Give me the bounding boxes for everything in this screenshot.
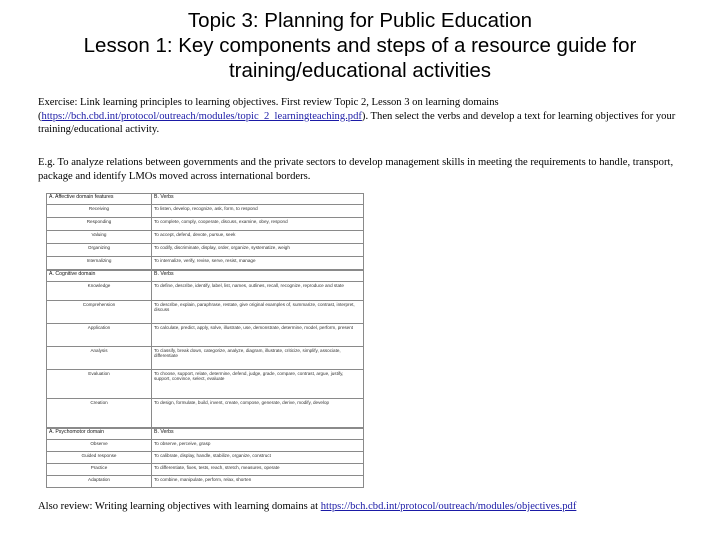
table-row	[47, 399, 364, 428]
verbs-cell: To observe, perceive, grasp	[152, 440, 364, 452]
table-row	[47, 244, 364, 257]
domain-cell: Organizing	[47, 244, 152, 257]
verbs-cell: To codify, discriminate, display, order, organize, systematize, weigh	[152, 244, 364, 257]
domain-cell: Practice	[47, 464, 152, 476]
exercise-text: Exercise: Link learning principles to learning objectives. First review Topic 2, Lesson 3 on learning domains (	[38, 97, 499, 122]
domain-cell: Guided response	[47, 452, 152, 464]
verbs-cell: To define, describe, identify, label, list, names, outlines, recall, recognize, reproduce and state	[152, 282, 364, 301]
table-row	[47, 205, 364, 218]
title-line-2: Lesson 1: Key components and steps of a resource guide for	[83, 34, 637, 57]
cognitive-domain-table	[46, 270, 364, 428]
verbs-cell: To complete, comply, cooperate, discuss, examine, obey, respond	[152, 218, 364, 231]
exercise-paragraph	[38, 96, 698, 137]
verbs-cell: To classify, break down, categorize, analyze, diagram, illustrate, criticize, simplify, associate, differentiate	[152, 347, 364, 370]
domain-cell: Comprehension	[47, 301, 152, 324]
table-row	[47, 476, 364, 488]
domain-cell: Receiving	[47, 205, 152, 218]
table-row	[47, 231, 364, 244]
psychomotor-domain-table	[46, 428, 364, 488]
domain-cell: Observe	[47, 440, 152, 452]
verbs-cell: To calculate, predict, apply, solve, illustrate, use, demonstrate, determine, model, perform, present	[152, 324, 364, 347]
table-row	[47, 282, 364, 301]
verbs-cell: To design, formulate, build, invent, create, compose, generate, derive, modify, develop	[152, 399, 364, 428]
verbs-cell: To differentiate, fixes, tests, reach, stretch, measures, operate	[152, 464, 364, 476]
affective-domain-table	[46, 193, 364, 270]
header-cell: B. Verbs	[152, 194, 364, 205]
verbs-cell: To choose, support, relate, determine, defend, judge, grade, compare, contrast, argue, justify, support, convince, select, evaluate	[152, 370, 364, 399]
table-row	[47, 370, 364, 399]
table-header	[47, 271, 364, 282]
topic2-link[interactable]: https://bch.cbd.int/protocol/outreach/modules/topic_2_learningteaching.pdf	[41, 110, 362, 122]
table-row	[47, 301, 364, 324]
domain-cell: Valuing	[47, 231, 152, 244]
table-header	[47, 194, 364, 205]
table-row	[47, 452, 364, 464]
verbs-cell: To combine, manipulate, perform, relax, shorten	[152, 476, 364, 488]
domain-cell: Knowledge	[47, 282, 152, 301]
also-review-paragraph	[38, 500, 698, 514]
table-row	[47, 324, 364, 347]
example-paragraph: E.g. To analyze relations between governments and the private sectors to develop management skills in meeting the requirements to handle, transport, package and identify LMOs moved across international borders.	[38, 157, 674, 182]
domain-cell: Adaptation	[47, 476, 152, 488]
title-line-3: training/educational activities	[228, 59, 492, 82]
domain-cell: Analysis	[47, 347, 152, 370]
header-cell: B. Verbs	[152, 429, 364, 440]
header-cell: A. Cognitive domain	[47, 271, 152, 282]
slide-title	[20, 8, 700, 83]
table-row	[47, 440, 364, 452]
domain-cell: Internalizing	[47, 257, 152, 270]
domain-cell: Evaluation	[47, 370, 152, 399]
header-cell: A. Affective domain features	[47, 194, 152, 205]
verbs-cell: To internalize, verify, revise, serve, resist, manage	[152, 257, 364, 270]
table-row	[47, 218, 364, 231]
header-cell: A. Psychomotor domain	[47, 429, 152, 440]
table-header	[47, 429, 364, 440]
domain-cell: Creation	[47, 399, 152, 428]
also-review-text: Also review: Writing learning objectives with learning domains at	[38, 501, 321, 512]
table-row	[47, 257, 364, 270]
verbs-cell: To calibrate, display, handle, stabilize, organize, construct	[152, 452, 364, 464]
objectives-link[interactable]: https://bch.cbd.int/protocol/outreach/modules/objectives.pdf	[320, 501, 577, 512]
learning-domains-tables	[46, 193, 364, 488]
title-line-1: Topic 3: Planning for Public Education	[187, 9, 533, 32]
verbs-cell: To accept, defend, devote, pursue, seek	[152, 231, 364, 244]
header-cell: B. Verbs	[152, 271, 364, 282]
domain-cell: Application	[47, 324, 152, 347]
domain-cell: Responding	[47, 218, 152, 231]
table-row	[47, 347, 364, 370]
table-row	[47, 464, 364, 476]
exercise-text-end: ). Then select the verbs and develop a text for learning objectives for your training/educational activity.	[38, 110, 676, 135]
verbs-cell: To listen, develop, recognize, ask, form, to respond	[152, 205, 364, 218]
verbs-cell: To describe, explain, paraphrase, restate, give original examples of, summarize, contrast, interpret, discuss	[152, 301, 364, 324]
